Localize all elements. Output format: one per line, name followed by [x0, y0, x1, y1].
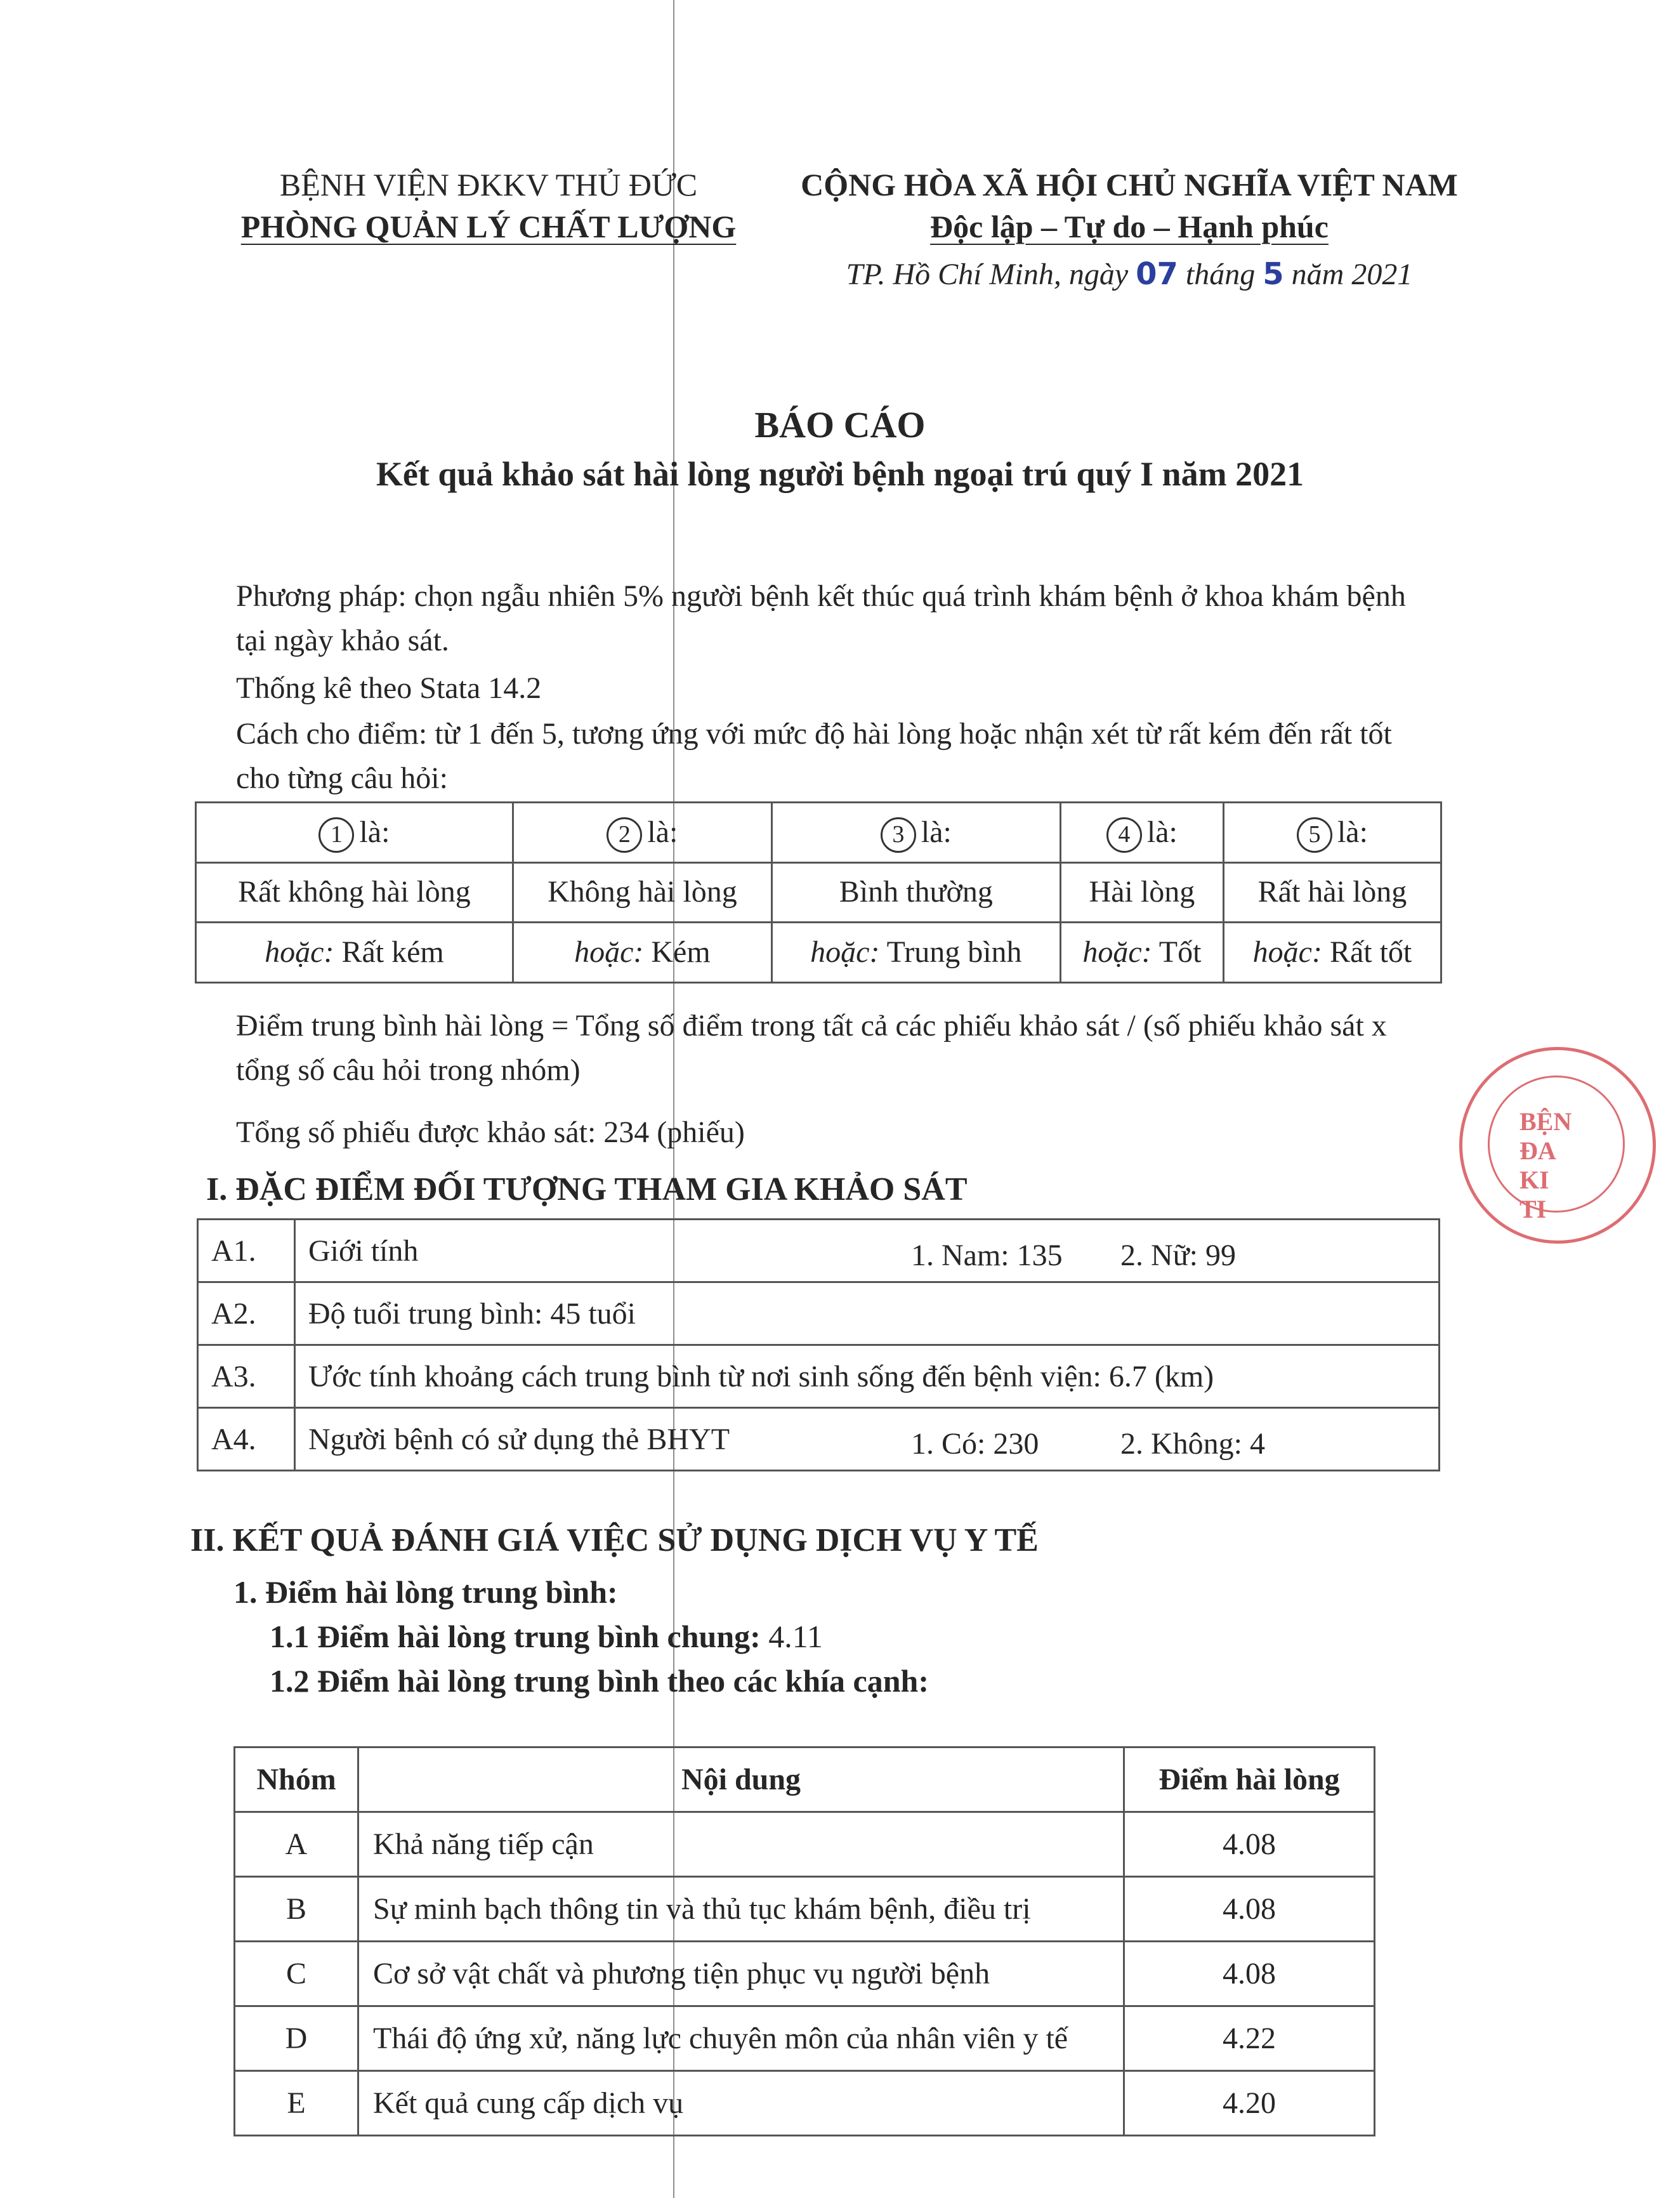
table-row	[198, 1282, 1440, 1345]
scale-label-2: Không hài lòng	[513, 862, 771, 923]
scale-alt-text: Tốt	[1158, 935, 1202, 970]
document-date	[780, 256, 1478, 292]
table-row	[235, 2006, 1375, 2071]
scale-alt-5	[1223, 923, 1441, 983]
table-row	[235, 2071, 1375, 2136]
section-2-heading: II. KẾT QUẢ ĐÁNH GIÁ VIỆC SỬ DỤNG DỊCH VỤ Y TẾ	[190, 1522, 1039, 1558]
scale-alt-3	[771, 923, 1060, 983]
circled-number-2: 2	[607, 817, 642, 853]
row-option-2: 2. Không: 4	[1120, 1427, 1265, 1461]
table-header-row	[235, 1747, 1375, 1812]
scale-row-label	[196, 862, 1441, 923]
group-cell: C	[235, 1942, 358, 2006]
row-option-1: 1. Có: 230	[911, 1427, 1039, 1461]
scale-cell-2	[513, 803, 771, 863]
subsection-1-1	[270, 1618, 823, 1655]
stats-line: Thống kê theo Stata 14.2	[236, 671, 542, 705]
scale-alt-text: Trung bình	[886, 935, 1022, 970]
date-prefix: TP. Hồ Chí Minh, ngày	[846, 258, 1129, 291]
row-code: A3.	[198, 1345, 295, 1408]
row-code: A1.	[198, 1220, 295, 1282]
hospital-name: BỆNH VIỆN ĐKKV THỦ ĐỨC	[279, 167, 698, 202]
group-cell: D	[235, 2006, 358, 2071]
department-name-text: PHÒNG QUẢN LÝ CHẤT LƯỢNG	[240, 209, 737, 244]
overall-score-label: 1.1 Điểm hài lòng trung bình chung:	[270, 1619, 761, 1654]
scale-alt-1	[196, 923, 513, 983]
score-cell: 4.08	[1124, 1877, 1375, 1942]
scale-is-label: là:	[1337, 815, 1368, 849]
circled-number-4: 4	[1106, 817, 1142, 853]
scale-alt-2	[513, 923, 771, 983]
row-code: A4.	[198, 1408, 295, 1471]
scale-cell-1	[196, 803, 513, 863]
row-option-1: 1. Nam: 135	[911, 1239, 1063, 1272]
scale-or-label: hoặc:	[810, 935, 880, 970]
scale-is-label: là:	[1146, 815, 1178, 849]
date-month-label: tháng	[1185, 258, 1256, 291]
table-row	[235, 1942, 1375, 2006]
row-text: Giới tính	[308, 1234, 419, 1268]
scale-label-1: Rất không hài lòng	[196, 862, 513, 923]
scale-alt-4	[1060, 923, 1223, 983]
stamp-text-line: ĐA	[1519, 1136, 1556, 1165]
table-row	[198, 1220, 1440, 1282]
report-subtitle-text: Kết quả khảo sát hài lòng người bệnh ngoại trú quý I năm 2021	[376, 455, 1304, 493]
content-cell: Khả năng tiếp cận	[358, 1812, 1124, 1877]
scale-alt-text: Kém	[651, 935, 711, 970]
scale-or-label: hoặc:	[1082, 935, 1152, 970]
stamp-text-line: TI	[1519, 1195, 1547, 1223]
score-cell: 4.08	[1124, 1812, 1375, 1877]
scale-is-label: là:	[921, 815, 952, 849]
content-cell: Kết quả cung cấp dịch vụ	[358, 2071, 1124, 2136]
row-text: Người bệnh có sử dụng thẻ BHYT	[308, 1422, 730, 1456]
header-group: Nhóm	[235, 1747, 358, 1812]
formula-paragraph: Điểm trung bình hài lòng = Tổng số điểm trong tất cả các phiếu khảo sát / (số phiếu khảo sát x tổng số câu hỏi trong nhóm)	[236, 1009, 1387, 1087]
circled-number-1: 1	[318, 817, 354, 853]
date-month: 5	[1263, 256, 1284, 292]
report-title: BÁO CÁO	[754, 404, 926, 445]
row-content	[295, 1220, 1440, 1282]
scale-is-label: là:	[359, 815, 390, 849]
stamp-text	[1519, 1107, 1572, 1224]
scale-cell-5	[1223, 803, 1441, 863]
group-cell: A	[235, 1812, 358, 1877]
participant-table	[197, 1218, 1440, 1471]
date-year: năm 2021	[1291, 258, 1413, 291]
header-score: Điểm hài lòng	[1124, 1747, 1375, 1812]
scale-or-label: hoặc:	[1252, 935, 1322, 970]
row-content: Độ tuổi trung bình: 45 tuổi	[295, 1282, 1440, 1345]
subsection-1: 1. Điểm hài lòng trung bình:	[233, 1574, 618, 1610]
circled-number-5: 5	[1297, 817, 1332, 853]
subsection-1-2: 1.2 Điểm hài lòng trung bình theo các khía cạnh:	[270, 1663, 929, 1699]
stamp-text-line: KI	[1519, 1166, 1549, 1194]
score-cell: 4.22	[1124, 2006, 1375, 2071]
table-row	[235, 1812, 1375, 1877]
scoring-paragraph: Cách cho điểm: từ 1 đến 5, tương ứng với mức độ hài lòng hoặc nhận xét từ rất kém đến rất tốt cho từng câu hỏi:	[236, 717, 1392, 795]
row-option-2: 2. Nữ: 99	[1120, 1239, 1237, 1272]
score-cell: 4.20	[1124, 2071, 1375, 2136]
overall-score-value: 4.11	[768, 1619, 823, 1654]
scale-or-label: hoặc:	[574, 935, 644, 970]
content-cell: Cơ sở vật chất và phương tiện phục vụ người bệnh	[358, 1942, 1124, 2006]
scale-or-label: hoặc:	[265, 935, 334, 970]
scale-row-alt	[196, 923, 1441, 983]
table-row	[198, 1408, 1440, 1471]
scale-label-3: Bình thường	[771, 862, 1060, 923]
scale-alt-text: Rất kém	[341, 935, 444, 970]
scale-table	[195, 801, 1442, 984]
national-motto	[780, 208, 1478, 245]
scale-cell-3	[771, 803, 1060, 863]
group-cell: E	[235, 2071, 358, 2136]
group-cell: B	[235, 1877, 358, 1942]
scale-label-4: Hài lòng	[1060, 862, 1223, 923]
scale-label-5: Rất hài lòng	[1223, 862, 1441, 923]
table-row	[198, 1345, 1440, 1408]
scale-row-number	[196, 803, 1441, 863]
row-content: Ước tính khoảng cách trung bình từ nơi sinh sống đến bệnh viện: 6.7 (km)	[295, 1345, 1440, 1408]
national-motto-text: Độc lập – Tự do – Hạnh phúc	[930, 209, 1329, 244]
content-cell: Sự minh bạch thông tin và thủ tục khám bệnh, điều trị	[358, 1877, 1124, 1942]
scale-cell-4	[1060, 803, 1223, 863]
row-content	[295, 1408, 1440, 1471]
method-paragraph: Phương pháp: chọn ngẫu nhiên 5% người bệnh kết thúc quá trình khám bệnh ở khoa khám bệnh tại ngày khảo sát.	[236, 579, 1406, 657]
header-content: Nội dung	[358, 1747, 1124, 1812]
scale-is-label: là:	[647, 815, 678, 849]
row-code: A2.	[198, 1282, 295, 1345]
report-subtitle	[0, 454, 1680, 494]
section-1-heading: I. ĐẶC ĐIỂM ĐỐI TƯỢNG THAM GIA KHẢO SÁT	[206, 1171, 968, 1208]
department-name	[216, 208, 761, 245]
official-stamp	[1459, 1047, 1656, 1244]
stamp-text-line: BỆN	[1519, 1107, 1572, 1136]
content-cell: Thái độ ứng xử, năng lực chuyên môn của nhân viên y tế	[358, 2006, 1124, 2071]
score-cell: 4.08	[1124, 1942, 1375, 2006]
results-table	[233, 1746, 1375, 2136]
date-day: 07	[1136, 256, 1178, 292]
scale-alt-text: Rất tốt	[1329, 935, 1412, 970]
circled-number-3: 3	[881, 817, 916, 853]
table-row	[235, 1877, 1375, 1942]
country-name: CỘNG HÒA XÃ HỘI CHỦ NGHĨA VIỆT NAM	[801, 167, 1458, 202]
total-surveys: Tổng số phiếu được khảo sát: 234 (phiếu)	[236, 1115, 745, 1149]
